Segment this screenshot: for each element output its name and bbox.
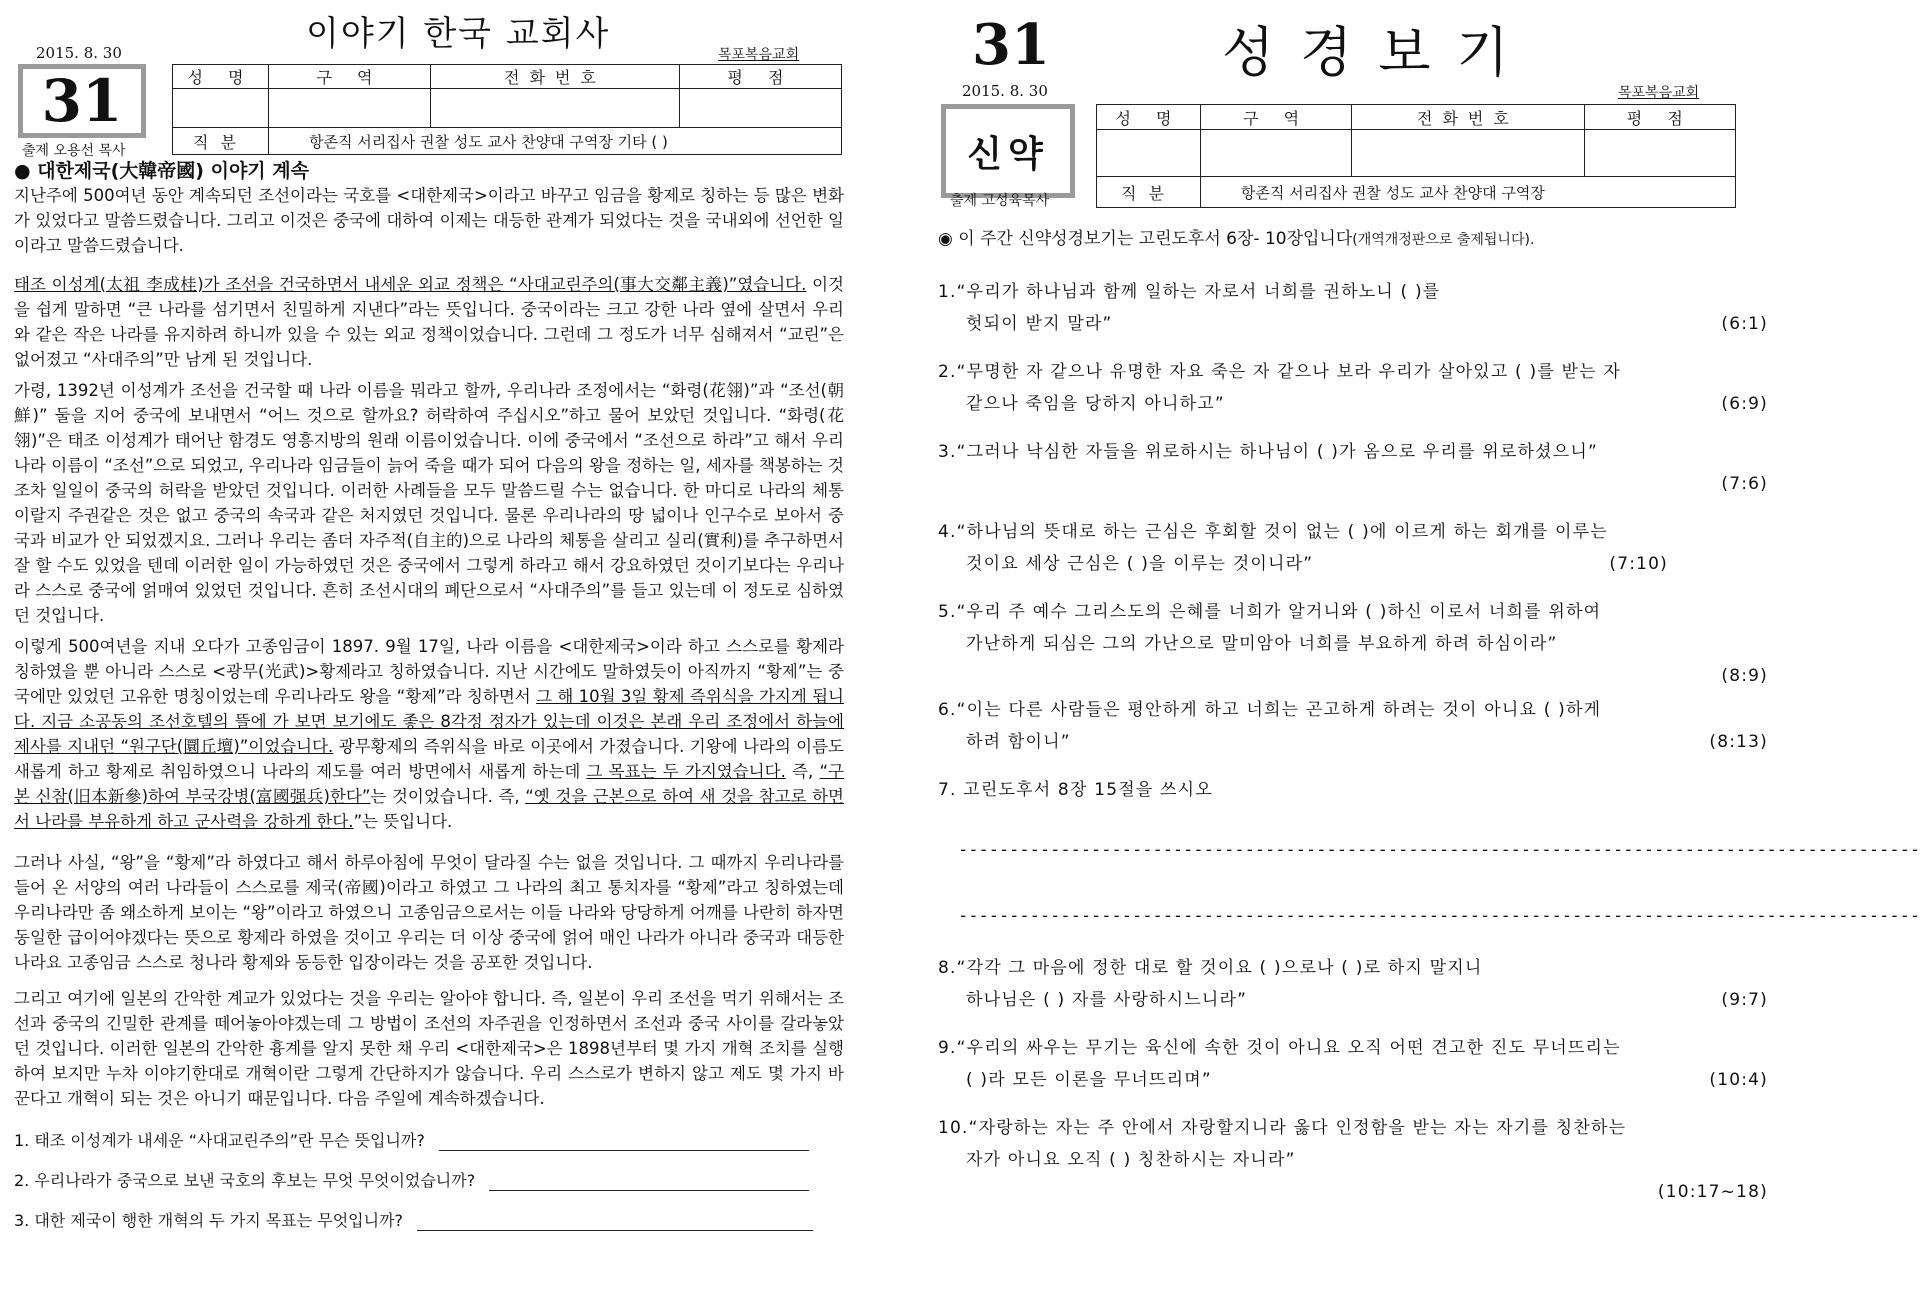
paragraph-3: 가령, 1392년 이성계가 조선을 건국할 때 나라 이름을 뭐라고 할까, 우리나라 조정에서는 “화령(花翎)”과 “조선(朝鮮)” 둘을 지어 중국에 보내면서 “어느 것으로 할까요? 허락하여 주십시오”하고 물어 보았던 것입니다. “화령(花翎)”은 태조 이성계가 태어난 함경도 영흥지방의 원래 이름이었습니다. 이에 중국에서 “조선으로 하라”고 해서 우리나라 이름이 “조선”으로 되었고, 우리나라 임금들이 늙어 죽을 때가 되어 다음의 왕을 정하는 일, 세자를 책봉하는 것조차 일일이 중국의 허락을 받았던 것입니다. 이러한 사례들을 모두 말씀드릴 수는 없습니다. 한 마디로 나라의 체통이랄지 주권같은 것은 없고 중국의 속국과 같은 처지였던 것입니다. 물론 우리나라의 땅 넓이나 인구수로 보아서 중국과 비교가 안 되었겠지요. 그러나 우리는 좀더 자주적(自主的)으로 나라의 체통을 살리고 실리(實利)를 추구하면서 잘 할 수도 있었을 텐데 이러한 일이 가능하였던 것은 중국에서 그렇게 하라고 해서 강요하였던 것이기보다는 우리나라 스스로 중국에 얽매여 있었던 것입니다. 흔히 조선시대의 폐단으로서 “사대주의”를 들고 있는데 이 정도로 심하였던 것입니다. — [14, 381, 844, 625]
score-field[interactable] — [1584, 130, 1735, 177]
bible-question-9 — [938, 1032, 1768, 1096]
left-question-1 — [14, 1128, 809, 1151]
left-question-1-text: 1. 태조 이성계가 내세운 “사대교린주의”란 무슨 뜻입니까? — [14, 1131, 425, 1150]
answer-dash-line-2[interactable]: ---------------------------------------------------------------------------------------------- — [958, 906, 1920, 926]
name-header: 성 명 — [173, 65, 269, 89]
role-label: 직분 — [173, 128, 269, 155]
name-field[interactable] — [1097, 130, 1201, 177]
question-line-2: 같으나 죽임을 당하지 아니하고” — [966, 394, 1225, 414]
left-question-2 — [14, 1168, 809, 1191]
question-line-1: 10.“자랑하는 자는 주 안에서 자랑할지니라 옳다 인정함을 받는 자는 자기를 칭찬하는 — [938, 1118, 1627, 1138]
verse-reference: (6:1) — [1721, 314, 1768, 334]
right-info-table — [1096, 104, 1736, 208]
paragraph-4-part-e: 즉, — [785, 762, 820, 781]
paragraph-2-rest: 이것을 쉽게 말하면 “큰 나라를 섬기면서 친밀하게 지낸다”라는 뜻입니다. 중국이라는 크고 강한 나라 옆에 살면서 우리와 같은 작은 나라를 유지하려 하니까 있을 수 있는 외교 정책이었습니다. 그런데 그 정도가 너무 심해져서 “교린”은 없어졌고 “사대주의”만 남게 된 것입니다. — [14, 275, 844, 369]
paragraph-6: 그리고 여기에 일본의 간악한 계교가 있었다는 것을 우리는 알아야 합니다. 즉, 일본이 우리 조선을 먹기 위해서는 조선과 중국의 긴밀한 관계를 떼어놓아야겠는데 그 방법이 조선의 자주권을 인정하면서 조선과 중국 사이를 갈라놓았던 것입니다. 이러한 일본의 간악한 흉계를 알지 못한 채 우리 <대한제국>은 1898년부터 몇 가지 개혁 조치를 실행하여 보지만 누차 이야기한대로 개혁이란 그렇게 간단하지가 않습니다. 우리 스스로가 변하지 않고 제도 몇 가지 바꾼다고 개혁이 되는 것은 아니기 때문입니다. 다음 주일에 계속하겠습니다. — [14, 989, 844, 1108]
answer-line[interactable] — [439, 1132, 809, 1151]
left-author: 출제 오용선 목사 — [22, 143, 126, 159]
role-options[interactable]: 항존직 서리집사 권찰 성도 교사 찬양대 구역장 — [1200, 177, 1735, 208]
left-page-title: 이야기 한국 교회사 — [306, 14, 611, 54]
right-author: 출제 고성육목사 — [950, 193, 1050, 209]
district-header: 구 역 — [1200, 105, 1351, 130]
paragraph-4-underlined-b: 그 해 10월 3일 황제 즉위식을 가지게 됩니다. 지금 소공동의 조선호텔의 뜰에 가 보면 보기에도 좋은 8각정 정자가 있는데 이것은 본래 우리 조정에서 하늘에 제사를 지내던 “원구단(圜丘壇)”이었습니다. — [14, 687, 844, 756]
left-issue-number: 31 — [41, 67, 123, 135]
question-line-2: ( )라 모든 이론을 무너뜨리며” — [966, 1070, 1212, 1090]
question-line-1: 5.“우리 주 예수 그리스도의 은혜를 너희가 알거니와 ( )하신 이로서 너희를 위하여 — [938, 602, 1602, 622]
question-line-1: 8.“각각 그 마음에 정한 대로 할 것이요 ( )으로나 ( )로 하지 말지니 — [938, 958, 1483, 978]
paragraph-4-underlined-d: 그 목표는 두 가지였습니다. — [586, 762, 786, 781]
bible-question-3 — [938, 436, 1768, 500]
verse-reference: (6:9) — [1721, 394, 1768, 414]
paragraph-4-underlined-f: “구본 신참(旧本新參)하여 부국강병(富國强兵)한다” — [14, 762, 844, 806]
left-question-3 — [14, 1208, 813, 1231]
name-header: 성 명 — [1097, 105, 1201, 130]
question-line-1: 3.“그러나 낙심한 자들을 위로하시는 하나님이 ( )가 옴으로 우리를 위로하셨으니” — [938, 442, 1599, 462]
verse-reference: (10:17~18) — [1657, 1182, 1768, 1202]
paragraph-4 — [14, 634, 844, 834]
answer-line[interactable] — [417, 1212, 813, 1231]
paragraph-5: 그러나 사실, “왕”을 “황제”라 하였다고 해서 하루아침에 무엇이 달라질 수는 없을 것입니다. 그 때까지 우리나라를 들어 온 서양의 여러 나라들이 스스로를 제국(帝國)이라고 하였고 그 나라의 최고 통치자를 “황제”라고 칭하였는데 우리나라만 좀 왜소하게 보이는 “왕”이라고 하였으니 고종임금으로서는 이들 나라와 당당하게 어깨를 나란히 하자면 동일한 급이어야겠다는 뜻으로 황제라 하였을 것이고 우리는 더 이상 중국에 얽어 매인 나라가 아니라 중국과 대등한 나라요 고종임금 스스로 청나라 황제와 동등한 입장이라는 것을 공포한 것입니다. — [14, 853, 844, 972]
phone-header: 전화번호 — [1352, 105, 1584, 130]
verse-reference: (7:6) — [1721, 474, 1768, 494]
bible-question-4 — [938, 516, 1768, 580]
answer-dash-line-1[interactable]: ---------------------------------------------------------------------------------------------- — [958, 840, 1920, 860]
left-issue-box — [18, 64, 146, 138]
verse-reference: (10:4) — [1709, 1070, 1768, 1090]
left-question-3-text: 3. 대한 제국이 행한 개혁의 두 가지 목표는 무엇입니까? — [14, 1211, 404, 1230]
question-line-2: 것이요 세상 근심은 ( )을 이루는 것이니라” — [966, 554, 1314, 574]
question-line-1: 2.“무명한 자 같으나 유명한 자요 죽은 자 같으나 보라 우리가 살아있고 ( )를 받는 자 — [938, 362, 1622, 382]
verse-reference: (9:7) — [1721, 990, 1768, 1010]
question-line-1: 9.“우리의 싸우는 무기는 육신에 속한 것이 아니요 오직 어떤 견고한 진도 무너뜨리는 — [938, 1038, 1621, 1058]
paragraph-2-underlined: 태조 이성계(太祖 李成桂)가 조선을 건국하면서 내세운 외교 정책은 “사대교린주의(事大交鄰主義)”였습니다. — [14, 275, 807, 294]
bible-question-5 — [938, 596, 1768, 692]
weekly-notice — [938, 224, 1534, 249]
left-date: 2015. 8. 30 — [36, 44, 122, 62]
left-church-name: 목포복음교회 — [718, 47, 800, 63]
left-question-2-text: 2. 우리나라가 중국으로 보낸 국호의 후보는 무엇 무엇이었습니까? — [14, 1171, 476, 1190]
question-line-1: 1.“우리가 하나님과 함께 일하는 자로서 너희를 권하노니 ( )를 — [938, 282, 1441, 302]
left-info-table — [172, 64, 842, 155]
verse-reference: (8:13) — [1709, 732, 1768, 752]
bible-question-1 — [938, 276, 1768, 340]
right-issue-number: 31 — [972, 12, 1050, 78]
question-line-2: 하려 함이니” — [966, 732, 1071, 752]
phone-field[interactable] — [431, 89, 680, 128]
question-line-2: 가난하게 되심은 그의 가난으로 말미암아 너희를 부요하게 하려 하심이라” — [966, 634, 1558, 654]
bible-question-10 — [938, 1112, 1768, 1208]
paragraph-4-part-i: ”는 뜻입니다. — [353, 812, 453, 831]
right-date: 2015. 8. 30 — [962, 82, 1048, 100]
role-label: 직분 — [1097, 177, 1201, 208]
bible-question-2 — [938, 356, 1768, 420]
question-line-1: 4.“하나님의 뜻대로 하는 근심은 후회할 것이 없는 ( )에 이르게 하는 회개를 이루는 — [938, 522, 1608, 542]
question-line-2: 자가 아니요 오직 ( ) 칭찬하시는 자니라” — [966, 1150, 1296, 1170]
testament-box — [941, 104, 1075, 198]
bible-question-8 — [938, 952, 1768, 1016]
right-church-name: 목포복음교회 — [1618, 85, 1700, 101]
score-field[interactable] — [679, 89, 841, 128]
notice-main: ◉ 이 주간 신약성경보기는 고린도후서 6장- 10장입니다 — [938, 229, 1353, 249]
role-options[interactable]: 항존직 서리집사 권찰 성도 교사 찬양대 구역장 기타 ( ) — [268, 128, 841, 155]
paragraph-4-part-g: 는 것이었습니다. 즉, — [370, 787, 526, 806]
question-line-2: 헛되이 받지 말라” — [966, 314, 1113, 334]
district-field[interactable] — [1200, 130, 1351, 177]
testament-label: 신약 — [967, 133, 1049, 175]
verse-reference: (7:10) — [1609, 554, 1668, 574]
question-line-1: 7. 고린도후서 8장 15절을 쓰시오 — [938, 780, 1213, 800]
name-field[interactable] — [173, 89, 269, 128]
answer-line[interactable] — [489, 1172, 809, 1191]
paragraph-4-part-c: 광무황제의 즉위식을 바로 이곳에서 가졌습니다. 기왕에 나라의 이름도 새롭게 하고 황제로 취임하였으니 나라의 제도를 여러 방면에서 새롭게 하는데 — [14, 737, 844, 781]
district-header: 구 역 — [268, 65, 430, 89]
right-page-title: 성경보기 — [1222, 21, 1535, 84]
notice-small: (개역개정판으로 출제됩니다). — [1352, 232, 1535, 248]
question-line-2: 하나님은 ( ) 자를 사랑하시느니라” — [966, 990, 1248, 1010]
score-header: 평 점 — [679, 65, 841, 89]
paragraph-2 — [14, 272, 844, 372]
bible-question-6 — [938, 694, 1768, 758]
verse-reference: (8:9) — [1721, 666, 1768, 686]
paragraph-4-part-a: 이렇게 500여년을 지내 오다가 고종임금이 1897. 9월 17일, 나라 이름을 <대한제국>이라 하고 스스로를 황제라 칭하였을 뿐 아니라 스스로 <광무(光武)>황제라고 칭하였습니다. 지난 시간에도 말하였듯이 아직까지 “황제”는 중국에만 있었던 고유한 명칭이었는데 우리나라도 왕을 “황제”라 칭하면서 — [14, 637, 844, 706]
bible-question-7 — [938, 774, 1768, 806]
phone-field[interactable] — [1352, 130, 1584, 177]
paragraph-1: 지난주에 500여년 동안 계속되던 조선이라는 국호를 <대한제국>이라고 바꾸고 임금을 황제로 칭하는 등 많은 변화가 있었다고 말씀드렸습니다. 그리고 이것은 중국에 대하여 이제는 대등한 관계가 되었다는 것을 국내외에 선언한 일이라고 말씀드렸습니다. — [14, 186, 844, 255]
question-line-1: 6.“이는 다른 사람들은 평안하게 하고 너희는 곤고하게 하려는 것이 아니요 ( )하게 — [938, 700, 1602, 720]
section-heading: ● 대한제국(大韓帝國) 이야기 계속 — [14, 160, 309, 182]
district-field[interactable] — [268, 89, 430, 128]
phone-header: 전화번호 — [431, 65, 680, 89]
paragraph-4-underlined-h: “옛 것을 근본으로 하여 새 것을 참고로 하면서 나라를 부유하게 하고 군사력을 강하게 한다. — [14, 787, 844, 831]
score-header: 평 점 — [1584, 105, 1735, 130]
